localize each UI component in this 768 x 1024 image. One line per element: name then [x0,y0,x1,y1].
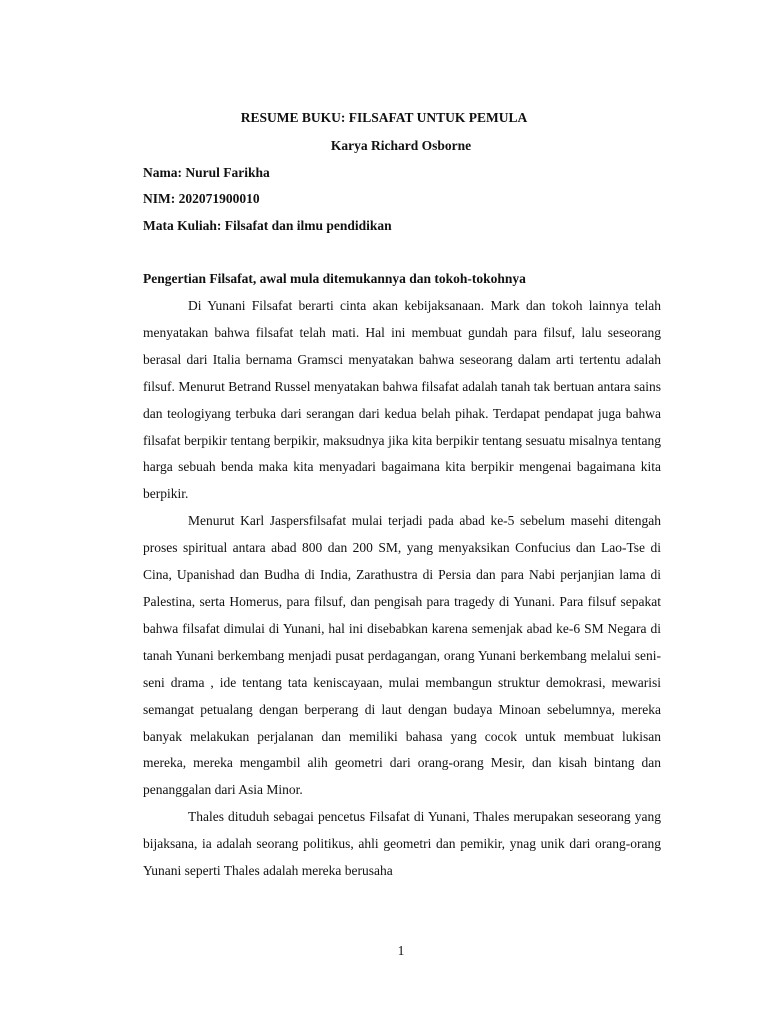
document-body [143,293,661,885]
paragraph: Menurut Karl Jaspersfilsafat mulai terjadi pada abad ke-5 sebelum masehi ditengah proses spiritual antara abad 800 dan 200 SM, yang menyaksikan Confucius dan Lao-Tse di Cina, Upanishad dan Budha di India, Zarathustra di Persia dan para Nabi perjanjian lama di Palestina, serta Homerus, para filsuf, dan pengisah para tragedy di Yunani. Para filsuf sepakat bahwa filsafat dimulai di Yunani, hal ini disebabkan karena semenjak abad ke-6 SM Negara di tanah Yunani berkembang menjadi pusat perdagangan, orang Yunani berkembang melalui seni-seni drama , ide tentang tata keniscayaan, mulai membangun struktur demokrasi, mewarisi semangat petualang dengan berperang di laut dengan budaya Minoan sebelumnya, mereka banyak melakukan perjalanan dan memiliki bahasa yang cocok untuk membuat lukisan mereka, mereka mengambil alih geometri dari orang-orang Mesir, dan kisah bintang dan penanggalan dari Asia Minor. [143,513,661,798]
paragraph: Thales dituduh sebagai pencetus Filsafat di Yunani, Thales merupakan seseorang yang bijaksana, ia adalah seorang politikus, ahli geometri dan pemikir, ynag unik dari orang-orang Yunani seperti Thales adalah mereka berusaha [143,809,661,879]
document-title: RESUME BUKU: FILSAFAT UNTUK PEMULA [240,110,528,125]
paragraph: Di Yunani Filsafat berarti cinta akan kebijaksanaan. Mark dan tokoh lainnya telah menyatakan bahwa filsafat telah mati. Hal ini membuat gundah para filsuf, lalu seseorang berasal dari Italia bernama Gramsci menyatakan bahwa seseorang dalam arti tertentu adalah filsuf. Menurut Betrand Russel menyatakan bahwa filsafat adalah tanah tak bertuan antara sains dan teologiyang terbuka dari serangan dari kedua belah pihak. Terdapat pendapat juga bahwa filsafat berpikir tentang berpikir, maksudnya jika kita berpikir tentang sesuatu misalnya tentang harga sebuah benda maka kita menyadari bagaimana kita berpikir mengenai bagaimana kita berpikir. [143,298,661,502]
section-heading: Pengertian Filsafat, awal mula ditemukannya dan tokoh-tokohnya [143,271,526,286]
document-subtitle: Karya Richard Osborne [330,138,472,153]
page-number: 1 [397,943,405,958]
course-name: Mata Kuliah: Filsafat dan ilmu pendidikan [143,218,392,233]
student-nim: NIM: 202071900010 [143,191,260,206]
student-name: Nama: Nurul Farikha [143,165,270,180]
